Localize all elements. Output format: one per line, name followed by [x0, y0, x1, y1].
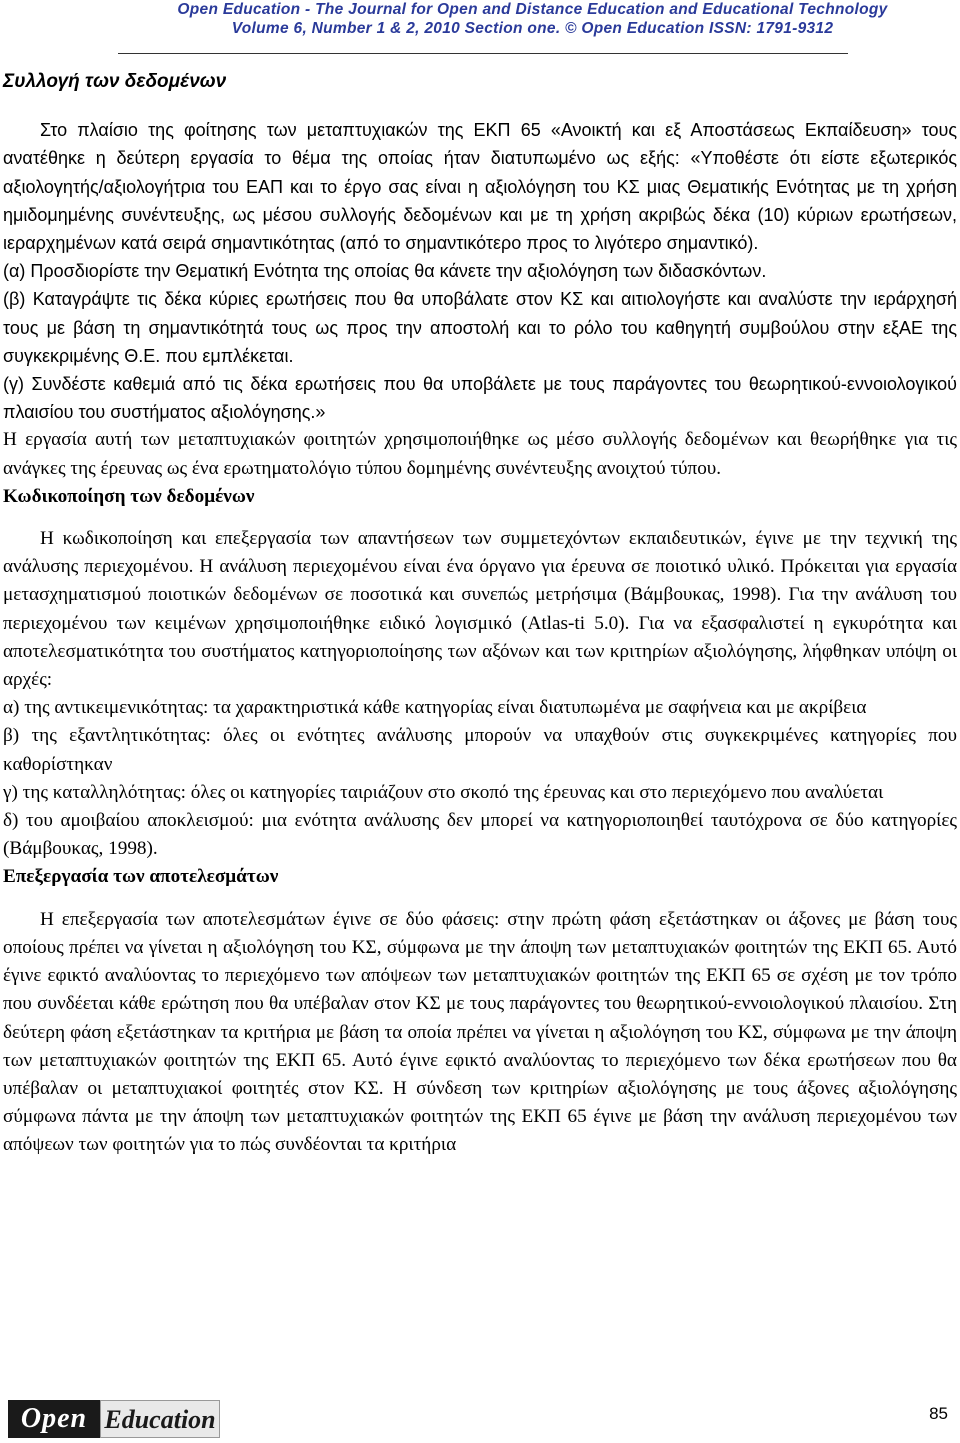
- page-number: 85: [929, 1404, 948, 1423]
- article-body: [3, 68, 957, 1160]
- journal-title: Open Education - The Journal for Open and Distance Education and Educational Technology: [177, 1, 888, 18]
- principle-mutual-exclusion: δ) του αμοιβαίου αποκλεισμού: μια ενότητα ανάλυσης δεν μπορεί να κατηγοριοποιηθεί ταυτόχρονα σε δύο κατηγορίες (Βάμβουκας, 1998).: [3, 810, 957, 860]
- principle-exhaustiveness: β) της εξαντλητικότητας: όλες οι ενότητες ανάλυσης μπορούν να υπαχθούν στις συγκεκριμένες κατηγορίες που καθορίστηκαν: [3, 725, 957, 775]
- paragraph-assignment: Στο πλαίσιο της φοίτησης των μεταπτυχιακών της ΕΚΠ 65 «Ανοικτή και εξ Αποστάσεως Εκπαίδευση» τους ανατέθηκε η δεύτερη εργασία το θέμα της οποίας ήταν διατυπωμένο ως εξής: «Υποθέστε ότι είστε εξωτερικός αξιολογητής/αξιολογήτρια του ΕΑΠ και το έργο σας είναι η αξιολόγηση του ΚΣ μιας Θεματικής Ενότητας με τη χρήση ημιδομημένης συνέντευξης, ως μέσου συλλογής δεδομένων και με τη χρήση ακριβώς δέκα (10) κύριων ερωτήσεων, ιεραρχημένων κατά σειρά σημαντικότητας (από το σημαντικότερο προς το λιγότερο σημαντικό).: [3, 120, 957, 254]
- section-title-coding: Κωδικοποίηση των δεδομένων: [3, 485, 255, 507]
- logo-open-text: Open: [8, 1400, 100, 1438]
- section-title-data-collection: Συλλογή των δεδομένων: [3, 71, 227, 92]
- principle-objectivity: α) της αντικειμενικότητας: τα χαρακτηριστικά κάθε κατηγορίας είναι διατυπωμένα με σαφήνεια και με ακρίβεια: [3, 697, 867, 719]
- paragraph-coding: Η κωδικοποίηση και επεξεργασία των απαντήσεων των συμμετεχόντων εκπαιδευτικών, έγινε με την τεχνική της ανάλυσης περιεχομένου. Η ανάλυση περιεχομένου είναι ένα όργανο για έρευνα σε ποιοτικό υλικό. Πρόκειται για εργασία μετασχηματισμού ποιοτικών δεδομένων σε ποσοτικά και συνεπώς μετρήσιμα (Βάμβουκας, 1998). Για την ανάλυση του περιεχομένου των κειμένων χρησιμοποιήθηκε ειδικό λογισμικό (Atlas-ti 5.0). Για να εξασφαλιστεί η εγκυρότητα και αποτελεσματικότητα του συστήματος κατηγοριοποίησης των αξόνων και των κριτηρίων αξιολόγησης, λήφθηκαν υπόψη οι αρχές:: [3, 528, 957, 691]
- paragraph-item-c: (γ) Συνδέστε καθεμιά από τις δέκα ερωτήσεις που θα υποβάλετε με τους παράγοντες του θεωρητικού-εννοιολογικού πλαισίου του συστήματος αξιολόγησης.»: [3, 374, 957, 423]
- paragraph-item-a: (α) Προσδιορίστε την Θεματική Ενότητα της οποίας θα κάνετε την αξιολόγηση των διδασκόντων.: [3, 261, 767, 282]
- header-divider: [118, 53, 848, 54]
- logo-education-text: Education: [100, 1400, 220, 1438]
- paragraph-instrument: Η εργασία αυτή των μεταπτυχιακών φοιτητών χρησιμοποιήθηκε ως μέσο συλλογής δεδομένων και θεωρήθηκε για τις ανάγκες της έρευνας ως ένα ερωτηματολόγιο τύπου δομημένης συνέντευξης ανοιχτού τύπου.: [3, 429, 957, 479]
- journal-volume-issn: Volume 6, Number 1 & 2, 2010 Section one. © Open Education ISSN: 1791-9312: [231, 20, 834, 37]
- principle-appropriateness: γ) της καταλληλότητας: όλες οι κατηγορίες ταιριάζουν στο σκοπό της έρευνας και στο περιεχόμενο που αναλύεται: [3, 781, 884, 803]
- paragraph-processing: Η επεξεργασία των αποτελεσμάτων έγινε σε δύο φάσεις: στην πρώτη φάση εξετάστηκαν οι άξονες με βάση τους οποίους πρέπει να γίνεται η αξιολόγηση του ΚΣ, σύμφωνα με την άποψη των μεταπτυχιακών φοιτητών της ΕΚΠ 65. Αυτό έγινε εφικτό αναλύοντας το περιεχόμενο των απόψεων των μεταπτυχιακών φοιτητών της ΕΚΠ 65 σε σχέση με τον τρόπο που συνδέεται κάθε ερώτηση που θα υπέβαλαν στον ΚΣ με τους παράγοντες του θεωρητικού-εννοιολογικού πλαισίου. Στη δεύτερη φάση εξετάστηκαν τα κριτήρια με βάση τα οποία πρέπει να γίνεται η αξιολόγηση του ΚΣ, σύμφωνα με την άποψη των μεταπτυχιακών φοιτητών της ΕΚΠ 65. Αυτό έγινε εφικτό αναλύοντας το περιεχόμενο των δέκα ερωτήσεων που θα υπέβαλαν οι μεταπτυχιακοί φοιτητές στον ΚΣ. Η σύνδεση των κριτηρίων αξιολόγησης με τους άξονες αξιολόγησης σύμφωνα πάντα με την άποψη των μεταπτυχιακών φοιτητών της ΕΚΠ 65 έγινε με βάση την ανάλυση περιεχομένου των απόψεων των φοιτητών για το πώς συνδέονται τα κριτήρια: [3, 908, 957, 1156]
- paragraph-item-b: (β) Καταγράψτε τις δέκα κύριες ερωτήσεις που θα υποβάλατε στον ΚΣ και αιτιολογήστε και αναλύστε την ιεράρχησή τους με βάση τη σημαντικότητά τους ως προς την αποστολή και το ρόλο του καθηγητή συμβούλου στην εξΑΕ της συγκεκριμένης Θ.Ε. που εμπλέκεται.: [3, 289, 957, 366]
- open-education-logo: [8, 1400, 220, 1438]
- section-title-processing: Επεξεργασία των αποτελεσμάτων: [3, 866, 279, 888]
